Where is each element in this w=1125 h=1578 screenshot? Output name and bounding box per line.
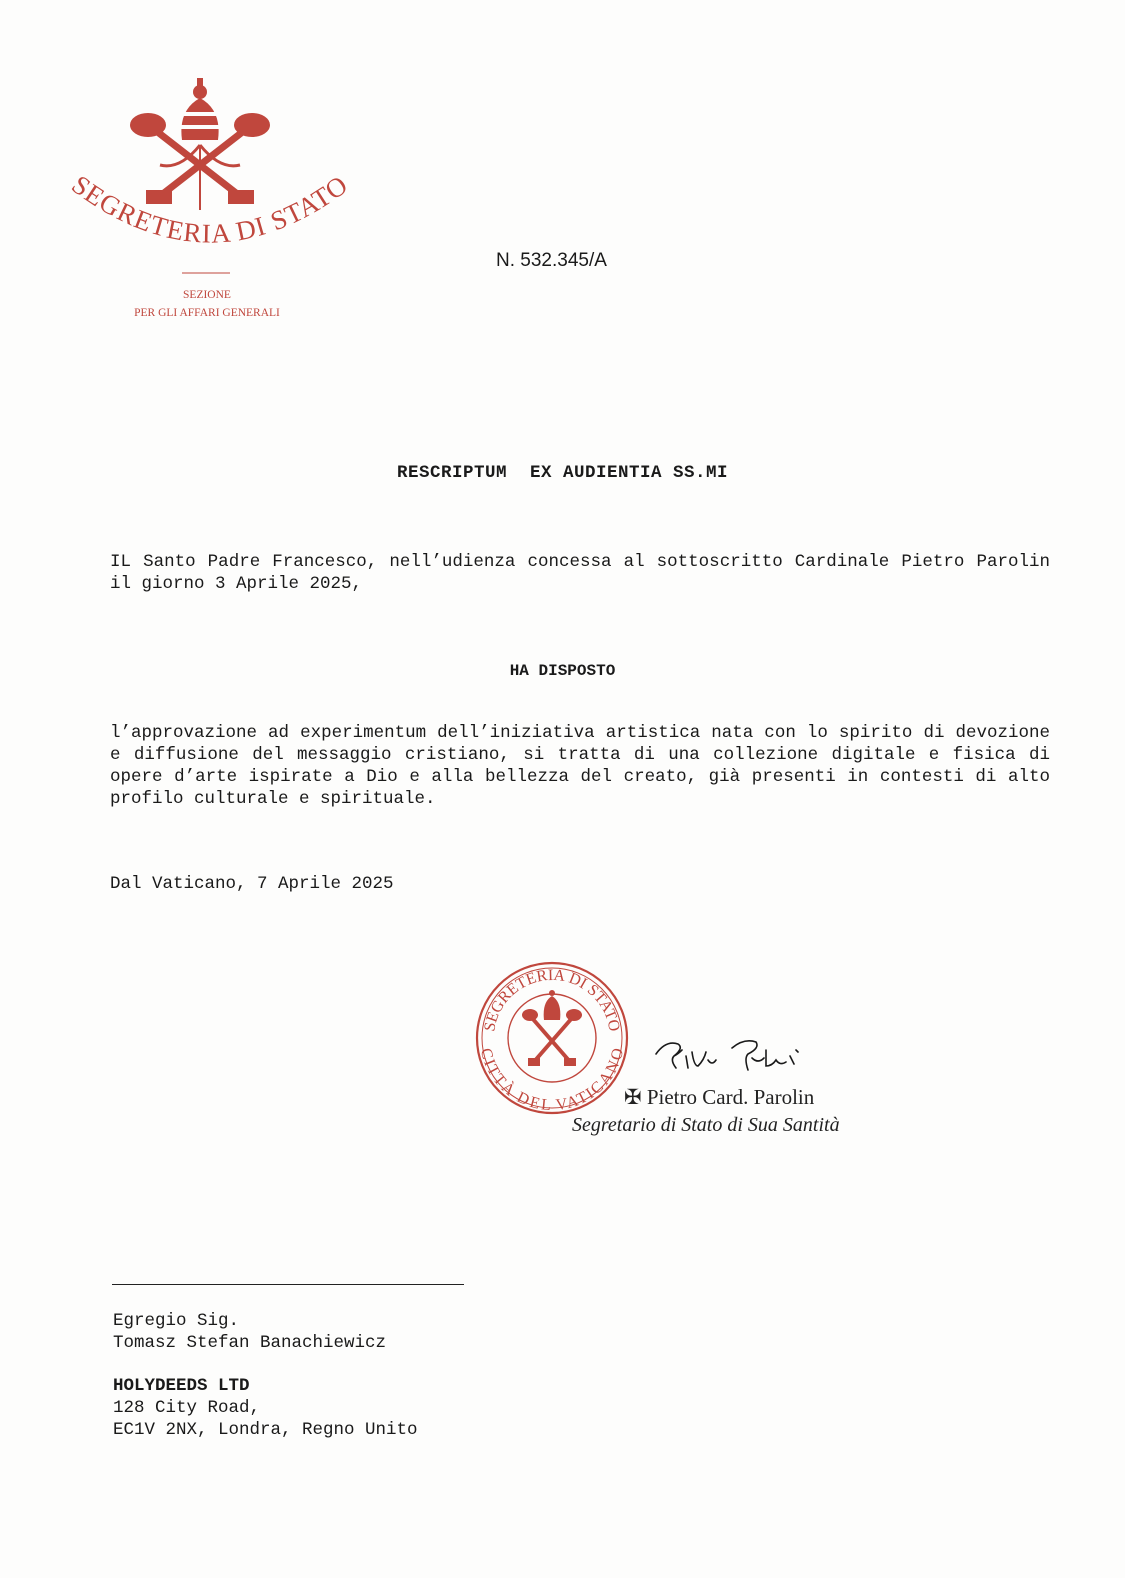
signer-title: Segretario di Stato di Sua Santità — [572, 1114, 840, 1136]
divider — [112, 1284, 464, 1285]
company-name: HOLYDEEDS LTD — [113, 1376, 250, 1396]
addressee-block — [113, 1310, 386, 1354]
handwritten-signature — [648, 1030, 808, 1080]
company-city: EC1V 2NX, Londra, Regno Unito — [113, 1420, 418, 1440]
official-stamp — [470, 958, 635, 1118]
stamp-top-text: SEGRETERIA DI STATO — [481, 966, 623, 1033]
place-date: Dal Vaticano, 7 Aprile 2025 — [110, 874, 394, 894]
letterhead-section-desc: PER GLI AFFARI GENERALI — [134, 307, 280, 319]
letterhead — [60, 70, 360, 330]
stamp-seal — [470, 958, 635, 1118]
company-address — [113, 1375, 418, 1441]
signature-scribble — [648, 1030, 808, 1080]
letterhead-office: SEGRETERIA DI STATO — [66, 169, 354, 249]
stamp-emblem — [522, 990, 582, 1066]
disposition-heading: HA DISPOSTO — [509, 662, 616, 680]
signer-name: ✠ Pietro Card. Parolin — [624, 1085, 815, 1109]
title-ex-audientia: EX AUDIENTIA SS.MI — [530, 463, 729, 483]
holy-see-emblem — [60, 70, 360, 330]
title-rescriptum: RESCRIPTUM — [396, 463, 507, 483]
protocol-number: N. 532.345/A — [496, 250, 607, 271]
intro-paragraph: IL Santo Padre Francesco, nell’udienza concessa al sottoscritto Cardinale Pietro Parolin il giorno 3 Aprile 2025, — [110, 552, 1050, 594]
company-street: 128 City Road, — [113, 1398, 261, 1418]
addressee-salutation: Egregio Sig. — [113, 1311, 240, 1331]
letterhead-section: SEZIONE — [183, 289, 231, 301]
body-paragraph: l’approvazione ad experimentum dell’iniziativa artistica nata con lo spirito di devozione e diffusione del messaggio cristiano, si tratta di una collezione digitale e fisica di opere d’arte ispirate a Dio e alla bellezza del creato, già presenti in contesti di alto profilo culturale e spirituale. — [110, 723, 1050, 809]
addressee-name: Tomasz Stefan Banachiewicz — [113, 1333, 387, 1353]
stamp-bottom-text: CITTÀ DEL VATICANO — [476, 1046, 628, 1115]
document-title — [0, 462, 1125, 484]
